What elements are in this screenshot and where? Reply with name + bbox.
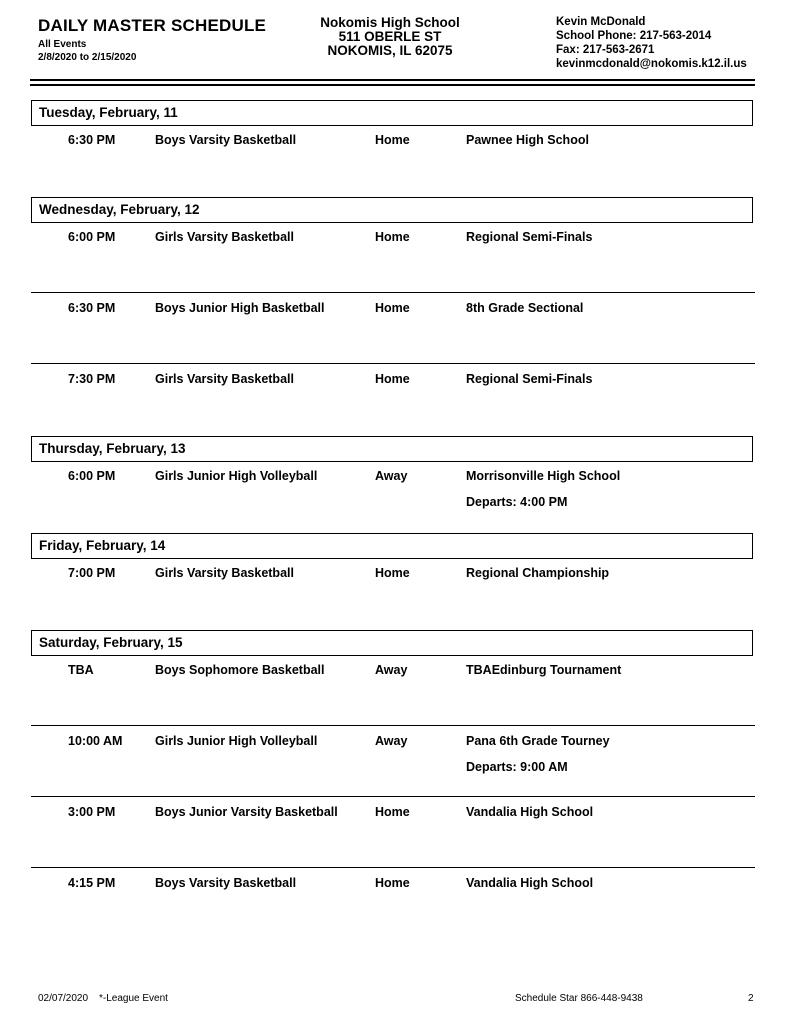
event-location: Home	[375, 301, 410, 315]
footer-league-note: *-League Event	[99, 993, 168, 1004]
event-location: Home	[375, 566, 410, 580]
contact-fax: Fax: 217-563-2671	[556, 44, 655, 56]
event-time: 4:15 PM	[68, 876, 116, 890]
event-opponent: Vandalia High School	[466, 876, 594, 890]
event-name: Boys Varsity Basketball	[155, 133, 297, 147]
day-header: Saturday, February, 15	[31, 630, 753, 656]
event-separator	[31, 292, 755, 293]
event-opponent: Regional Semi-Finals	[466, 372, 593, 386]
header-rule-bottom	[30, 84, 755, 86]
event-name: Girls Varsity Basketball	[155, 230, 294, 244]
event-name: Girls Junior High Volleyball	[155, 734, 318, 748]
date-range: 2/8/2020 to 2/15/2020	[38, 52, 137, 63]
school-block	[290, 16, 490, 58]
event-location: Away	[375, 469, 408, 483]
header-rule-top	[30, 79, 755, 81]
event-separator	[31, 867, 755, 868]
event-opponent: TBAEdinburg Tournament	[466, 663, 622, 677]
contact-name: Kevin McDonald	[556, 16, 646, 28]
event-location: Home	[375, 230, 410, 244]
page-number: 2	[748, 993, 754, 1004]
event-name: Boys Sophomore Basketball	[155, 663, 325, 677]
event-location: Away	[375, 734, 408, 748]
header-left	[38, 16, 266, 63]
event-name: Girls Varsity Basketball	[155, 566, 294, 580]
subtitle: All Events	[38, 39, 87, 50]
event-name: Boys Varsity Basketball	[155, 876, 297, 890]
event-location: Home	[375, 133, 410, 147]
event-departs: Departs: 4:00 PM	[466, 495, 568, 509]
event-location: Away	[375, 663, 408, 677]
event-time: 3:00 PM	[68, 805, 116, 819]
event-name: Girls Junior High Volleyball	[155, 469, 318, 483]
event-location: Home	[375, 805, 410, 819]
event-time: TBA	[68, 663, 94, 677]
event-time: 7:30 PM	[68, 372, 116, 386]
school-city: NOKOMIS, IL 62075	[327, 43, 453, 58]
event-separator	[31, 796, 755, 797]
event-time: 7:00 PM	[68, 566, 116, 580]
event-opponent: Regional Semi-Finals	[466, 230, 593, 244]
event-opponent: Pawnee High School	[466, 133, 589, 147]
event-time: 6:00 PM	[68, 469, 116, 483]
contact-block	[556, 15, 747, 71]
day-header: Wednesday, February, 12	[31, 197, 753, 223]
event-opponent: Morrisonville High School	[466, 469, 621, 483]
event-name: Girls Varsity Basketball	[155, 372, 294, 386]
event-opponent: Regional Championship	[466, 566, 610, 580]
event-time: 6:30 PM	[68, 133, 116, 147]
event-location: Home	[375, 876, 410, 890]
event-separator	[31, 363, 755, 364]
event-separator	[31, 725, 755, 726]
day-header: Thursday, February, 13	[31, 436, 753, 462]
event-departs: Departs: 9:00 AM	[466, 760, 568, 774]
day-header: Friday, February, 14	[31, 533, 753, 559]
event-opponent: Pana 6th Grade Tourney	[466, 734, 610, 748]
contact-phone: School Phone: 217-563-2014	[556, 30, 712, 42]
school-address: 511 OBERLE ST	[338, 29, 442, 44]
contact-email: kevinmcdonald@nokomis.k12.il.us	[556, 58, 747, 70]
event-name: Boys Junior High Basketball	[155, 301, 325, 315]
event-time: 6:00 PM	[68, 230, 116, 244]
footer-date: 02/07/2020	[38, 993, 89, 1004]
event-time: 6:30 PM	[68, 301, 116, 315]
page-title: DAILY MASTER SCHEDULE	[38, 16, 267, 35]
footer-vendor: Schedule Star 866-448-9438	[515, 993, 643, 1004]
day-header: Tuesday, February, 11	[31, 100, 753, 126]
event-opponent: 8th Grade Sectional	[466, 301, 584, 315]
school-name: Nokomis High School	[320, 15, 460, 30]
event-opponent: Vandalia High School	[466, 805, 594, 819]
event-location: Home	[375, 372, 410, 386]
event-time: 10:00 AM	[68, 734, 123, 748]
event-name: Boys Junior Varsity Basketball	[155, 805, 338, 819]
